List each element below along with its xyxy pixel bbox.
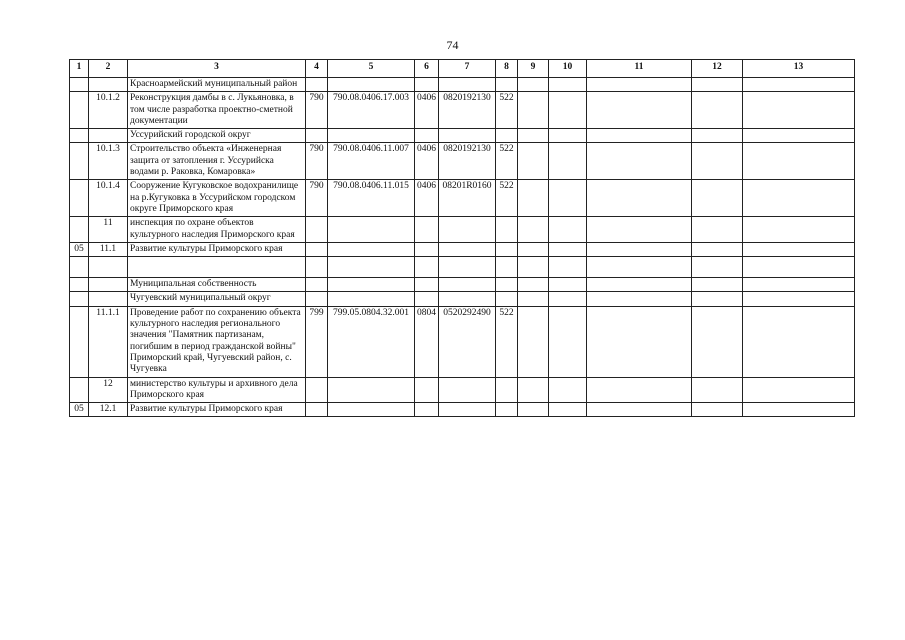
cell-col-10 (549, 377, 587, 403)
cell-expense-type (496, 129, 518, 143)
cell-object-code (328, 377, 415, 403)
cell-division (415, 292, 439, 306)
cell-grbs-code (306, 257, 328, 278)
column-header: 2 (89, 60, 128, 78)
cell-col-9 (518, 278, 549, 292)
cell-division (415, 278, 439, 292)
cell-col-12 (692, 217, 743, 243)
cell-col-12 (692, 257, 743, 278)
cell-col-11 (587, 217, 692, 243)
cell-col-11 (587, 143, 692, 180)
cell-grbs-code: 790 (306, 180, 328, 217)
cell-grbs-code (306, 403, 328, 417)
cell-target-article (439, 78, 496, 92)
cell-col-10 (549, 278, 587, 292)
cell-section (70, 92, 89, 129)
cell-section (70, 306, 89, 377)
cell-item-number: 12.1 (89, 403, 128, 417)
cell-col-9 (518, 78, 549, 92)
cell-item-number: 10.1.2 (89, 92, 128, 129)
cell-name: Муниципальная собственность (128, 278, 306, 292)
cell-object-code: 799.05.0804.32.001 (328, 306, 415, 377)
cell-section (70, 217, 89, 243)
cell-name: Развитие культуры Приморского края (128, 242, 306, 256)
cell-col-11 (587, 403, 692, 417)
cell-col-10 (549, 292, 587, 306)
table-row (70, 292, 855, 306)
cell-name: Уссурийский городской округ (128, 129, 306, 143)
cell-col-13 (743, 143, 855, 180)
column-header: 1 (70, 60, 89, 78)
cell-division (415, 129, 439, 143)
cell-target-article (439, 278, 496, 292)
table-row (70, 217, 855, 243)
cell-col-11 (587, 257, 692, 278)
cell-col-9 (518, 143, 549, 180)
cell-object-code (328, 257, 415, 278)
cell-object-code (328, 78, 415, 92)
column-header: 12 (692, 60, 743, 78)
cell-grbs-code (306, 292, 328, 306)
cell-expense-type: 522 (496, 180, 518, 217)
cell-section (70, 292, 89, 306)
cell-item-number: 11 (89, 217, 128, 243)
cell-col-11 (587, 278, 692, 292)
cell-col-13 (743, 92, 855, 129)
cell-item-number (89, 129, 128, 143)
cell-name: Развитие культуры Приморского края (128, 403, 306, 417)
cell-col-9 (518, 180, 549, 217)
cell-col-12 (692, 143, 743, 180)
table-row (70, 92, 855, 129)
cell-col-12 (692, 403, 743, 417)
cell-section: 05 (70, 242, 89, 256)
cell-section (70, 78, 89, 92)
table-row (70, 403, 855, 417)
cell-name: инспекция по охране объектов культурного наследия Приморского края (128, 217, 306, 243)
column-header: 4 (306, 60, 328, 78)
cell-col-9 (518, 292, 549, 306)
cell-col-12 (692, 78, 743, 92)
cell-col-9 (518, 377, 549, 403)
cell-col-11 (587, 92, 692, 129)
cell-target-article (439, 292, 496, 306)
table-row (70, 143, 855, 180)
cell-target-article (439, 217, 496, 243)
cell-col-10 (549, 217, 587, 243)
cell-col-13 (743, 377, 855, 403)
cell-col-9 (518, 129, 549, 143)
cell-col-9 (518, 217, 549, 243)
cell-expense-type (496, 377, 518, 403)
cell-col-11 (587, 292, 692, 306)
cell-name: Красноармейский муниципальный район (128, 78, 306, 92)
cell-object-code (328, 129, 415, 143)
cell-col-13 (743, 78, 855, 92)
cell-object-code (328, 278, 415, 292)
cell-col-10 (549, 129, 587, 143)
cell-item-number: 11.1.1 (89, 306, 128, 377)
cell-item-number (89, 292, 128, 306)
cell-col-9 (518, 306, 549, 377)
cell-grbs-code (306, 278, 328, 292)
cell-expense-type (496, 403, 518, 417)
cell-col-11 (587, 180, 692, 217)
table-row (70, 180, 855, 217)
cell-grbs-code (306, 217, 328, 243)
cell-target-article: 08201R0160 (439, 180, 496, 217)
cell-division (415, 78, 439, 92)
cell-division (415, 217, 439, 243)
cell-col-10 (549, 306, 587, 377)
cell-grbs-code: 790 (306, 92, 328, 129)
cell-item-number: 11.1 (89, 242, 128, 256)
cell-col-13 (743, 403, 855, 417)
cell-col-12 (692, 180, 743, 217)
table-row (70, 257, 855, 278)
cell-object-code: 790.08.0406.11.015 (328, 180, 415, 217)
column-header: 9 (518, 60, 549, 78)
cell-target-article (439, 257, 496, 278)
cell-division: 0804 (415, 306, 439, 377)
cell-expense-type (496, 292, 518, 306)
cell-name: министерство культуры и архивного дела Приморского края (128, 377, 306, 403)
cell-object-code (328, 292, 415, 306)
column-header: 5 (328, 60, 415, 78)
cell-col-12 (692, 292, 743, 306)
cell-section: 05 (70, 403, 89, 417)
cell-col-13 (743, 217, 855, 243)
cell-expense-type (496, 217, 518, 243)
cell-grbs-code (306, 129, 328, 143)
page-number: 74 (446, 38, 459, 52)
table-row (70, 78, 855, 92)
cell-division: 0406 (415, 92, 439, 129)
column-header: 11 (587, 60, 692, 78)
cell-col-11 (587, 78, 692, 92)
cell-grbs-code (306, 78, 328, 92)
cell-col-9 (518, 92, 549, 129)
budget-table (69, 59, 855, 417)
cell-name: Реконструкция дамбы в с. Лукьяновка, в том числе разработка проектно-сметной документации (128, 92, 306, 129)
cell-col-11 (587, 129, 692, 143)
cell-item-number (89, 278, 128, 292)
column-header: 10 (549, 60, 587, 78)
cell-expense-type (496, 242, 518, 256)
cell-division: 0406 (415, 143, 439, 180)
column-header: 7 (439, 60, 496, 78)
cell-expense-type (496, 278, 518, 292)
cell-col-13 (743, 278, 855, 292)
cell-grbs-code (306, 377, 328, 403)
cell-section (70, 257, 89, 278)
cell-target-article (439, 377, 496, 403)
table-row (70, 377, 855, 403)
cell-name (128, 257, 306, 278)
cell-expense-type: 522 (496, 143, 518, 180)
cell-expense-type: 522 (496, 306, 518, 377)
column-header: 8 (496, 60, 518, 78)
cell-col-13 (743, 180, 855, 217)
cell-col-10 (549, 180, 587, 217)
cell-col-10 (549, 78, 587, 92)
cell-division (415, 257, 439, 278)
cell-name: Чугуевский муниципальный округ (128, 292, 306, 306)
cell-target-article (439, 403, 496, 417)
cell-object-code (328, 217, 415, 243)
cell-grbs-code (306, 242, 328, 256)
table-row (70, 278, 855, 292)
cell-name: Строительство объекта «Инженерная защита от затопления г. Уссурийска водами р. Раковка, Комаровка» (128, 143, 306, 180)
cell-target-article: 0520292490 (439, 306, 496, 377)
cell-item-number: 10.1.4 (89, 180, 128, 217)
table-row (70, 129, 855, 143)
cell-item-number (89, 78, 128, 92)
cell-col-9 (518, 257, 549, 278)
column-header: 3 (128, 60, 306, 78)
cell-section (70, 377, 89, 403)
cell-object-code: 790.08.0406.11.007 (328, 143, 415, 180)
cell-col-11 (587, 306, 692, 377)
cell-name: Проведение работ по сохранению объекта культурного наследия регионального значения "Памятник партизанам, погибшим в период гражданской войны" Приморский край, Чугуевский район, с. Чугуевка (128, 306, 306, 377)
cell-target-article (439, 129, 496, 143)
cell-expense-type: 522 (496, 92, 518, 129)
column-number-row (70, 60, 855, 78)
cell-object-code (328, 403, 415, 417)
column-header: 13 (743, 60, 855, 78)
cell-grbs-code: 790 (306, 143, 328, 180)
cell-col-12 (692, 377, 743, 403)
cell-col-13 (743, 129, 855, 143)
cell-col-13 (743, 257, 855, 278)
cell-division (415, 403, 439, 417)
cell-item-number: 12 (89, 377, 128, 403)
table-row (70, 306, 855, 377)
cell-target-article: 0820192130 (439, 92, 496, 129)
column-header: 6 (415, 60, 439, 78)
cell-division: 0406 (415, 180, 439, 217)
cell-col-10 (549, 92, 587, 129)
cell-section (70, 129, 89, 143)
cell-item-number (89, 257, 128, 278)
cell-section (70, 143, 89, 180)
cell-col-13 (743, 292, 855, 306)
cell-col-13 (743, 242, 855, 256)
cell-section (70, 180, 89, 217)
cell-col-12 (692, 306, 743, 377)
table-row (70, 242, 855, 256)
cell-col-9 (518, 403, 549, 417)
cell-division (415, 242, 439, 256)
cell-division (415, 377, 439, 403)
cell-col-12 (692, 242, 743, 256)
cell-col-12 (692, 92, 743, 129)
cell-col-11 (587, 242, 692, 256)
cell-grbs-code: 799 (306, 306, 328, 377)
cell-expense-type (496, 257, 518, 278)
cell-target-article: 0820192130 (439, 143, 496, 180)
cell-col-9 (518, 242, 549, 256)
table-body (70, 78, 855, 417)
cell-col-10 (549, 143, 587, 180)
cell-target-article (439, 242, 496, 256)
cell-col-10 (549, 257, 587, 278)
cell-object-code (328, 242, 415, 256)
cell-item-number: 10.1.3 (89, 143, 128, 180)
cell-section (70, 278, 89, 292)
cell-col-12 (692, 129, 743, 143)
cell-col-10 (549, 242, 587, 256)
cell-col-12 (692, 278, 743, 292)
cell-col-10 (549, 403, 587, 417)
cell-object-code: 790.08.0406.17.003 (328, 92, 415, 129)
cell-name: Сооружение Кугуковское водохранилище на р.Кугуковка в Уссурийском городском округе Приморского края (128, 180, 306, 217)
cell-col-11 (587, 377, 692, 403)
cell-expense-type (496, 78, 518, 92)
cell-col-13 (743, 306, 855, 377)
